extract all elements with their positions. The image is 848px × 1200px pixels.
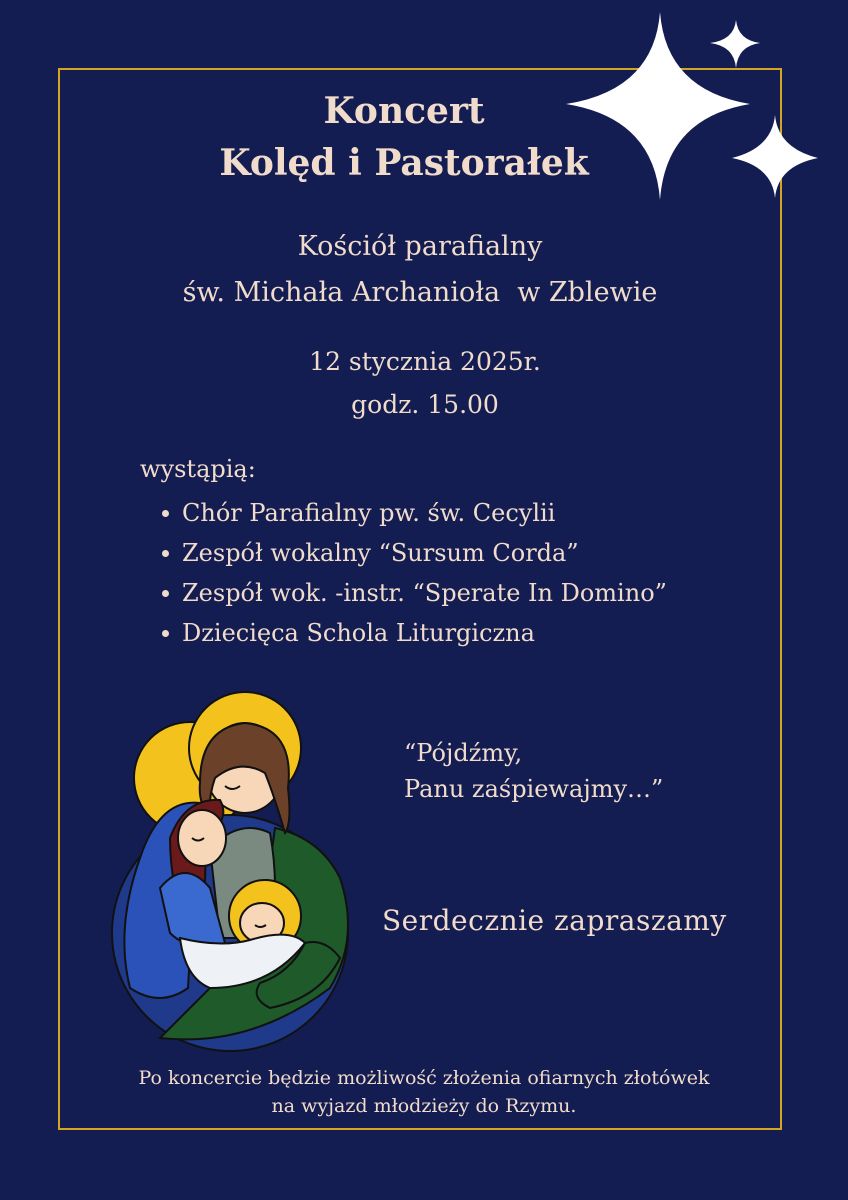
concert-title — [200, 85, 608, 189]
footer-line-1: Po koncercie będzie możliwość złożenia ofiarnych złotówek — [138, 1067, 710, 1089]
performer-item: Zespół wokalny “Sursum Corda” — [160, 533, 740, 573]
medium-star-icon — [732, 115, 818, 198]
venue-line-2: św. Michała Archanioła w Zblewie — [182, 277, 658, 308]
footer-line-2: na wyjazd młodzieży do Rzymu. — [271, 1095, 577, 1117]
title-line-2: Kolęd i Pastorałek — [219, 142, 589, 184]
holy-family-illustration — [100, 688, 370, 1063]
performers-heading: wystąpią: — [140, 455, 256, 483]
quote — [404, 735, 663, 807]
performer-item: Chór Parafialny pw. św. Cecylii — [160, 493, 740, 533]
small-star-icon — [710, 20, 760, 68]
title-line-1: Koncert — [323, 90, 485, 132]
venue-line-1: Kościół parafialny — [297, 231, 543, 262]
event-time: godz. 15.00 — [351, 390, 499, 419]
performer-item: Dziecięca Schola Liturgiczna — [160, 613, 740, 653]
performers-list — [160, 493, 740, 653]
quote-line-1: “Pójdźmy, — [404, 739, 523, 767]
event-date: 12 stycznia 2025r. — [309, 347, 541, 376]
footer-note — [80, 1064, 768, 1120]
date-time — [240, 340, 610, 426]
venue — [120, 224, 720, 316]
invitation: Serdecznie zapraszamy — [382, 904, 727, 937]
performer-item: Zespół wok. -instr. “Sperate In Domino” — [160, 573, 740, 613]
quote-line-2: Panu zaśpiewajmy…” — [404, 775, 664, 803]
